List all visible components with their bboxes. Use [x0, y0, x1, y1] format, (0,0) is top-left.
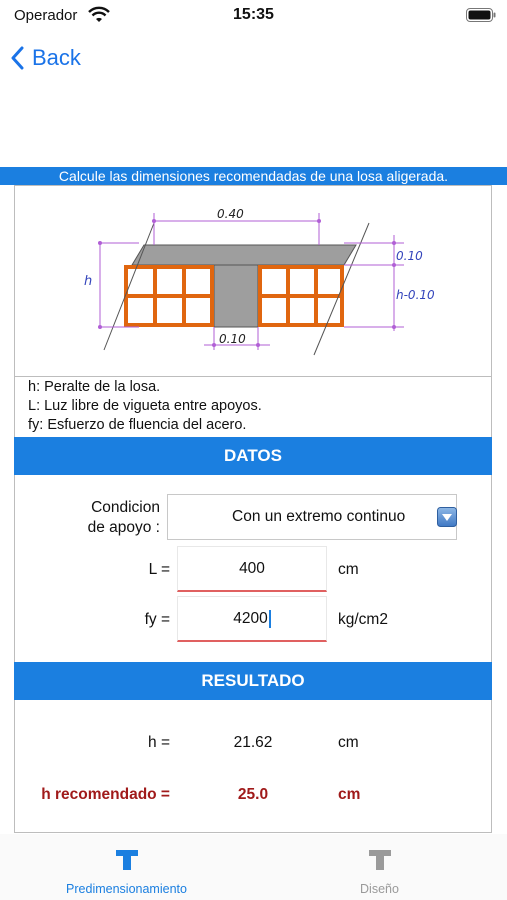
legend: [28, 378, 262, 435]
dim-web-height: h-0.10: [396, 288, 435, 302]
carrier-label: Operador: [14, 7, 78, 24]
chevron-left-icon: [10, 46, 24, 70]
resultado-header: RESULTADO: [14, 662, 492, 700]
legend-h: h: Peralte de la losa.: [28, 379, 161, 395]
fy-unit: kg/cm2: [338, 611, 388, 628]
slab-section-diagram: [14, 185, 492, 377]
tab-label: Diseño: [360, 882, 399, 896]
fy-label: fy =: [144, 611, 170, 628]
status-bar: [0, 0, 507, 34]
slab-diagram-box: [14, 185, 492, 377]
dim-flange: 0.10: [396, 249, 423, 263]
tab-diseno[interactable]: [253, 834, 506, 900]
dim-web-width: 0.10: [219, 332, 246, 346]
legend-L: L: Luz libre de vigueta entre apoyos.: [28, 398, 262, 414]
L-input[interactable]: 400: [177, 546, 327, 592]
dim-h: h: [84, 274, 93, 289]
condicion-select-value: Con un extremo continuo: [232, 508, 406, 525]
t-beam-icon: [368, 848, 392, 872]
datos-header: DATOS: [14, 437, 492, 475]
status-time: 15:35: [233, 6, 274, 23]
h-result-value: 21.62: [233, 734, 273, 751]
tab-predimensionamiento[interactable]: [0, 834, 253, 900]
dropdown-arrow-icon[interactable]: [437, 507, 457, 527]
h-recomendado-label: h recomendado =: [41, 786, 170, 803]
back-label: Back: [32, 45, 81, 70]
tab-bar: [0, 834, 507, 900]
h-result-unit: cm: [338, 734, 359, 751]
battery-icon: [466, 8, 496, 22]
h-recomendado-value: 25.0: [237, 786, 269, 803]
back-button[interactable]: [10, 42, 81, 74]
h-recomendado-unit: cm: [338, 786, 361, 803]
L-unit: cm: [338, 561, 359, 578]
fy-input[interactable]: 4200: [177, 596, 327, 642]
tab-label: Predimensionamiento: [66, 882, 187, 896]
h-result-label: h =: [148, 734, 170, 751]
text-cursor: [269, 610, 271, 628]
legend-fy: fy: Esfuerzo de fluencia del acero.: [28, 417, 247, 433]
t-beam-icon: [115, 848, 139, 872]
dim-top-width: 0.40: [217, 207, 244, 221]
condicion-label: Condicion de apoyo :: [87, 499, 160, 536]
instruction-banner: Calcule las dimensiones recomendadas de una losa aligerada.: [0, 167, 507, 185]
L-label: L =: [148, 561, 170, 578]
